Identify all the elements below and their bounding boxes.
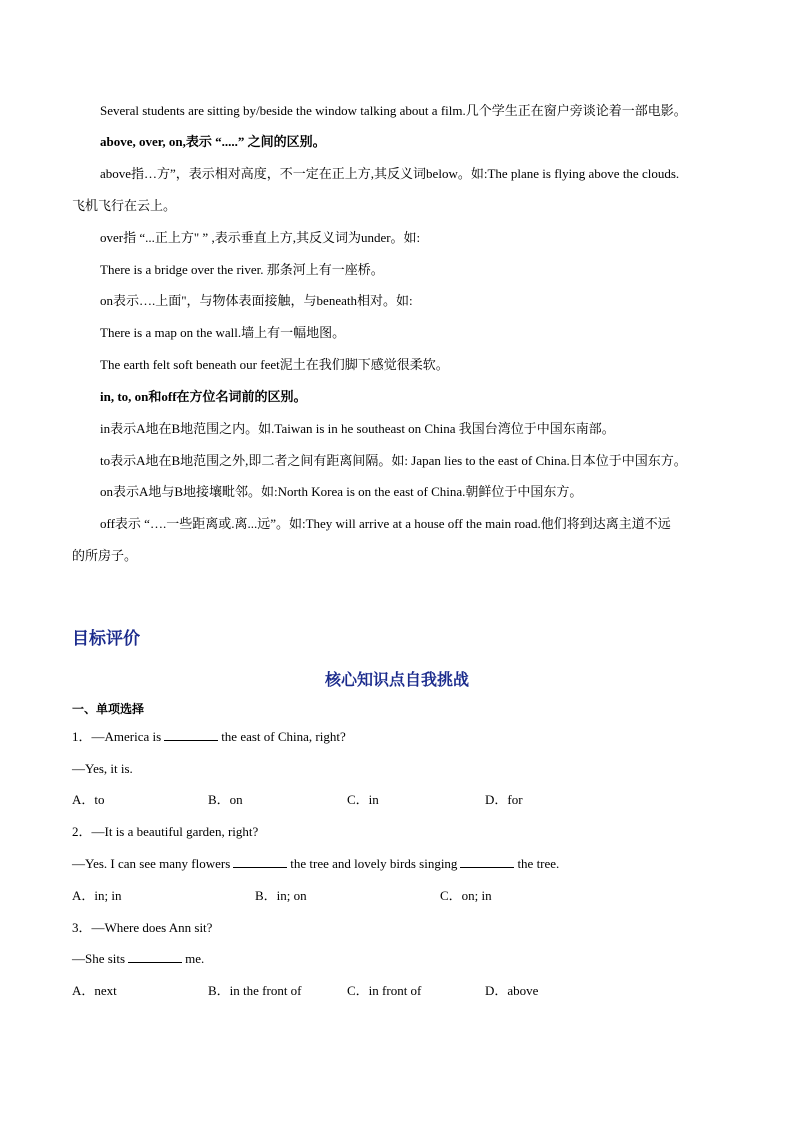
question-2-option-a: A．in; in	[72, 888, 122, 903]
paragraph-off: off表示 “….一些距离或.离...远”。如:They will arrive at a house off the main road.他们将到达离主道不远	[100, 516, 671, 531]
question-3-stem: 3．—Where does Ann sit?	[72, 920, 213, 935]
question-1-option-d: D．for	[485, 792, 523, 807]
example-over: There is a bridge over the river. 那条河上有一座桥。	[100, 262, 384, 277]
question-2-reply-a: —Yes. I can see many flowers	[72, 856, 231, 871]
paragraph-in: in表示A地在B地范围之内。如.Taiwan is in he southeast on China 我国台湾位于中国东南部。	[100, 421, 615, 436]
question-2-option-b: B．in; on	[255, 888, 307, 903]
question-3-reply	[72, 950, 204, 968]
question-3-option-d: D．above	[485, 983, 539, 998]
question-2-option-c: C．on; in	[440, 888, 492, 903]
question-1-option-a: A．to	[72, 792, 105, 807]
example-beneath: The earth felt soft beneath our feet泥土在我们脚下感觉很柔软。	[100, 357, 449, 372]
example-on: There is a map on the wall.墙上有一幅地图。	[100, 325, 346, 340]
paragraph-off-cont: 的所房子。	[72, 548, 138, 563]
question-3-option-c: C．in front of	[347, 983, 422, 998]
question-1-stem-a: 1．—America is	[72, 729, 162, 744]
question-3-option-a: A．next	[72, 983, 117, 998]
paragraph-to: to表示A地在B地范围之外,即二者之间有距离间隔。如: Japan lies to the east of China.日本位于中国东方。	[100, 453, 687, 468]
paragraph-on: on表示….上面"，与物体表面接触，与beneath相对。如:	[100, 293, 413, 308]
answer-blank	[460, 855, 514, 868]
answer-blank	[128, 950, 182, 963]
answer-blank	[164, 728, 218, 741]
paragraph-over: over指 “...正上方" ” ,表示垂直上方,其反义词为under。如:	[100, 230, 421, 245]
question-3-reply-b: me.	[185, 951, 205, 966]
question-1-option-b: B．on	[208, 792, 243, 807]
question-2-stem: 2．—It is a beautiful garden, right?	[72, 824, 259, 839]
question-3-option-b: B．in the front of	[208, 983, 302, 998]
paragraph-above: above指…方”，表示相对高度，不一定在正上方,其反义词below。如:The plane is flying above the clouds.	[100, 166, 680, 181]
question-3-reply-a: —She sits	[72, 951, 126, 966]
paragraph-by-beside: Several students are sitting by/beside the window talking about a film.几个学生正在窗户旁谈论着一部电影。	[100, 103, 687, 118]
section-title: 目标评价	[72, 629, 140, 649]
paragraph-on-border: on表示A地与B地接壤毗邻。如:North Korea is on the east of China.朝鲜位于中国东方。	[100, 484, 583, 499]
part-title: 一、单项选择	[72, 702, 145, 716]
question-1-stem-b: the east of China, right?	[221, 729, 346, 744]
question-1-stem	[72, 728, 346, 746]
question-1-option-c: C．in	[347, 792, 379, 807]
paragraph-above-cont: 飞机飞行在云上。	[72, 198, 177, 213]
question-2-reply-c: the tree.	[517, 856, 560, 871]
heading-in-to-on-off: in, to, on和off在方位名词前的区别。	[100, 389, 307, 404]
question-2-reply-b: the tree and lovely birds singing	[290, 856, 458, 871]
heading-above-over-on: above, over, on,表示 “.....” 之间的区别。	[100, 134, 326, 149]
question-1-reply: —Yes, it is.	[72, 761, 133, 776]
center-title: 核心知识点自我挑战	[324, 670, 469, 689]
answer-blank	[233, 855, 287, 868]
question-2-reply	[72, 855, 559, 873]
